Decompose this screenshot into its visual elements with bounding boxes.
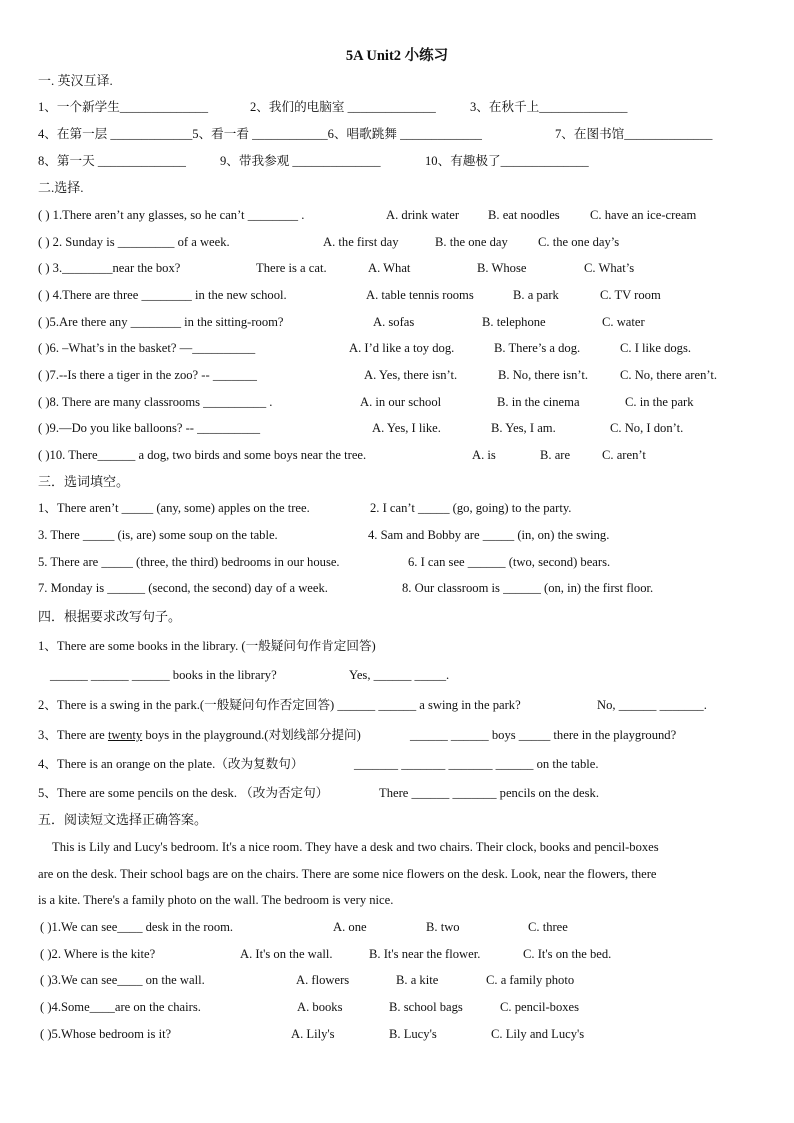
- fill-item: 1、There aren’t _____ (any, some) apples on the tree.: [38, 501, 310, 515]
- section4-heading: 四．根据要求改写句子。: [38, 609, 182, 624]
- reading-option-b: B. a kite: [396, 973, 439, 987]
- mc-option-b: B. the one day: [435, 235, 508, 249]
- reading-question: ( )3.We can see____ on the wall.: [40, 973, 205, 987]
- mc-question: ( ) 4.There are three ________ in the new school.: [38, 288, 287, 302]
- mc-question: ( )10. There______ a dog, two birds and some boys near the tree.: [38, 448, 367, 462]
- s1-r2-c1: 4、在第一层 _____________5、看一看 ____________6、唱歌跳舞 _____________: [38, 127, 482, 141]
- mc-option-a: A. Yes, there isn’t.: [364, 368, 458, 382]
- reading-question: ( )1.We can see____ desk in the room.: [40, 920, 234, 934]
- passage-line: This is Lily and Lucy's bedroom. It's a nice room. They have a desk and two chairs. Their clock, books and pencil-boxes: [52, 840, 659, 854]
- mc-option-b: B. telephone: [482, 315, 546, 329]
- mc-option-c: C. in the park: [625, 395, 694, 409]
- rewrite-q5: 5、There are some pencils on the desk. （改为否定句）: [38, 786, 329, 800]
- fill-item: 3. There _____ (is, are) some soup on the table.: [38, 528, 278, 542]
- reading-option-c: C. Lily and Lucy's: [491, 1027, 585, 1041]
- reading-option-b: B. school bags: [389, 1000, 463, 1014]
- s1-r1-c3: 3、在秋千上______________: [470, 100, 628, 114]
- reading-option-c: C. pencil-boxes: [500, 1000, 580, 1014]
- mc-option-c: C. the one day’s: [538, 235, 620, 249]
- reading-option-c: C. three: [528, 920, 568, 934]
- section2-heading: 二.选择.: [38, 180, 84, 195]
- mc-option-b: B. in the cinema: [497, 395, 580, 409]
- rewrite-q5-answer: There ______ _______ pencils on the desk.: [379, 786, 599, 800]
- mc-option-a: A. the first day: [323, 235, 399, 249]
- mc-question: ( )7.--Is there a tiger in the zoo? -- _______: [38, 368, 257, 382]
- mc-option-b: B. Whose: [477, 261, 527, 275]
- mc-option-c: C. TV room: [600, 288, 661, 302]
- section1-heading: 一. 英汉互译.: [38, 73, 113, 88]
- mc-option-c: C. water: [602, 315, 645, 329]
- rewrite-q1-answer: ______ ______ ______ books in the library?: [50, 668, 277, 682]
- rewrite-q1-short-answer: Yes, ______ _____.: [349, 668, 450, 682]
- fill-item: 4. Sam and Bobby are _____ (in, on) the swing.: [368, 528, 610, 542]
- fill-item: 2. I can’t _____ (go, going) to the party.: [370, 501, 572, 515]
- reading-question: ( )5.Whose bedroom is it?: [40, 1027, 172, 1041]
- reading-question: ( )2. Where is the kite?: [40, 947, 156, 961]
- mc-question: ( )6. –What’s in the basket? —__________: [38, 341, 256, 355]
- rewrite-q2-short-answer: No, ______ _______.: [597, 698, 707, 712]
- mc-option-a: A. in our school: [360, 395, 442, 409]
- reading-option-a: A. flowers: [296, 973, 350, 987]
- reading-option-a: A. It's on the wall.: [240, 947, 333, 961]
- mc-question: ( )8. There are many classrooms __________ .: [38, 395, 273, 409]
- rewrite-q2: 2、There is a swing in the park.(一般疑问句作否定回答) ______ ______ a swing in the park?: [38, 698, 521, 712]
- fill-item: 5. There are _____ (three, the third) bedrooms in our house.: [38, 555, 340, 569]
- reading-option-b: B. It's near the flower.: [369, 947, 481, 961]
- mc-option-b: B. Yes, I am.: [491, 421, 556, 435]
- passage-line: are on the desk. Their school bags are on the chairs. There are some nice flowers on the desk. Look, near the flowers, there: [38, 867, 657, 881]
- mc-option-b: B. There’s a dog.: [494, 341, 581, 355]
- mc-option-a: A. I’d like a toy dog.: [349, 341, 455, 355]
- mc-option-c: C. I like dogs.: [620, 341, 692, 355]
- section5-heading: 五．阅读短文选择正确答案。: [38, 812, 208, 827]
- s1-r2-c2: 7、在图书馆______________: [555, 127, 713, 141]
- fill-item: 8. Our classroom is ______ (on, in) the first floor.: [402, 581, 654, 595]
- reading-option-c: C. a family photo: [486, 973, 575, 987]
- mc-question: ( ) 2. Sunday is _________ of a week.: [38, 235, 230, 249]
- mc-question: ( ) 3.________near the box?: [38, 261, 181, 275]
- mc-option-a: A. Yes, I like.: [372, 421, 441, 435]
- rewrite-q3-answer: ______ ______ boys _____ there in the playground?: [410, 728, 677, 742]
- s1-r1-c2: 2、我们的电脑室 ______________: [250, 100, 436, 114]
- fill-item: 6. I can see ______ (two, second) bears.: [408, 555, 611, 569]
- section3-heading: 三．选词填空。: [38, 474, 130, 489]
- mc-option-b: B. are: [540, 448, 571, 462]
- mc-question: ( ) 1.There aren’t any glasses, so he can’t ________ .: [38, 208, 305, 222]
- passage-line: is a kite. There's a family photo on the wall. The bedroom is very nice.: [38, 893, 394, 907]
- mc-option-c: C. have an ice-cream: [590, 208, 697, 222]
- mc-question: ( )9.—Do you like balloons? -- __________: [38, 421, 261, 435]
- mc-option-b: B. No, there isn’t.: [498, 368, 589, 382]
- s1-r1-c1: 1、一个新学生______________: [38, 100, 209, 114]
- rewrite-q4: 4、There is an orange on the plate.（改为复数句）: [38, 757, 304, 771]
- reading-question: ( )4.Some____are on the chairs.: [40, 1000, 201, 1014]
- reading-option-a: A. one: [333, 920, 367, 934]
- reading-option-b: B. Lucy's: [389, 1027, 437, 1041]
- mc-option-a: A. sofas: [373, 315, 415, 329]
- mc-option-c: C. aren’t: [602, 448, 646, 462]
- reading-option-c: C. It's on the bed.: [523, 947, 612, 961]
- mc-option-c: C. What’s: [584, 261, 635, 275]
- mc-option-a: A. What: [368, 261, 411, 275]
- reading-option-a: A. books: [297, 1000, 343, 1014]
- mc-option-a: A. table tennis rooms: [366, 288, 474, 302]
- underlined-word: twenty: [107, 728, 143, 742]
- s1-r3-c2: 9、带我参观 ______________: [220, 154, 381, 168]
- s1-r3-c3: 10、有趣极了______________: [425, 154, 589, 168]
- s1-r3-c1: 8、第一天 ______________: [38, 154, 186, 168]
- mc-option-c: C. No, there aren’t.: [620, 368, 717, 382]
- mc-option-b: B. a park: [513, 288, 559, 302]
- reading-option-a: A. Lily's: [291, 1027, 335, 1041]
- mc-option-a: A. drink water: [386, 208, 460, 222]
- mc-option-c: C. No, I don’t.: [610, 421, 684, 435]
- rewrite-q3: 3、There are twenty boys in the playground.(对划线部分提问): [38, 728, 361, 742]
- reading-option-b: B. two: [426, 920, 460, 934]
- mc-option-a: A. is: [472, 448, 496, 462]
- rewrite-q4-answer: _______ _______ _______ ______ on the table.: [354, 757, 599, 771]
- mc-question: ( )5.Are there any ________ in the sitting-room?: [38, 315, 284, 329]
- mc-middle-text: There is a cat.: [256, 261, 327, 275]
- page-title: 5A Unit2 小练习: [345, 48, 449, 64]
- fill-item: 7. Monday is ______ (second, the second) day of a week.: [38, 581, 328, 595]
- rewrite-q1: 1、There are some books in the library. (一般疑问句作肯定回答): [38, 639, 376, 653]
- mc-option-b: B. eat noodles: [488, 208, 560, 222]
